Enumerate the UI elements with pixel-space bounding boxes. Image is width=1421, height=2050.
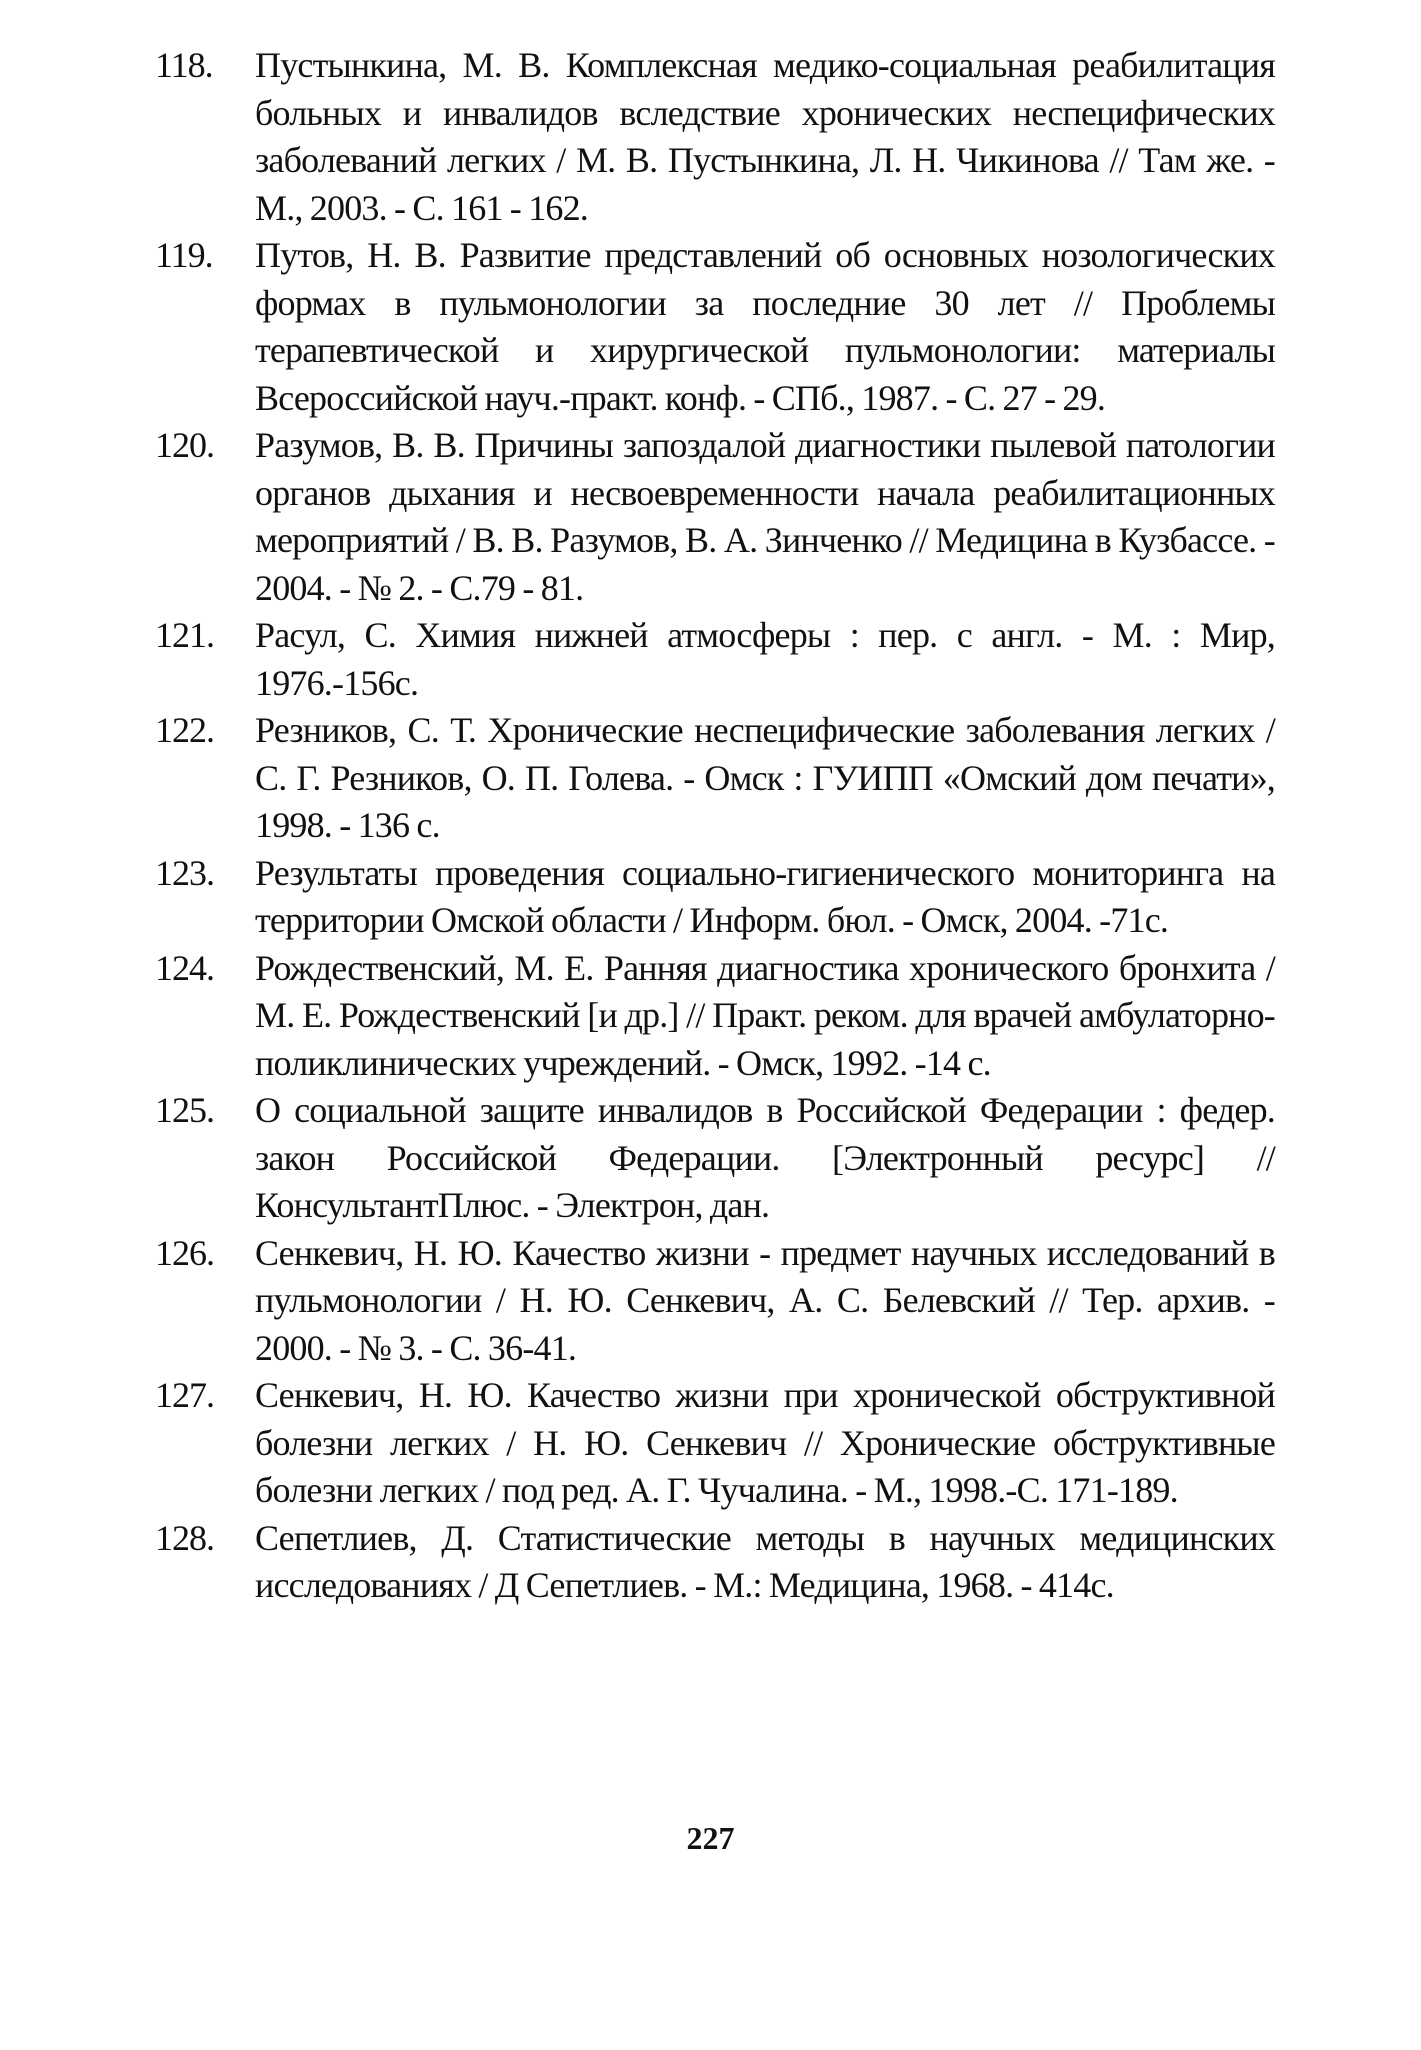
reference-text: Разумов, В. В. Причины запоздалой диагностики пылевой патологии органов дыхания и несвоевременности начала реабилитационных мероприятий / В. В. Разумов, В. А. Зинченко // Медицина в Кузбассе. - 2004. - № 2. - С.79 - 81.: [255, 425, 1275, 608]
reference-item: [155, 850, 1275, 945]
reference-number: 121.: [155, 615, 214, 655]
reference-text: Пустынкина, М. В. Комплексная медико-социальная реабилитация больных и инвалидов вследствие хронических неспецифических заболеваний легких / М. В. Пустынкина, Л. Н. Чикинова // Там же. - М., 2003. - С. 161 - 162.: [255, 45, 1275, 228]
reference-text: О социальной защите инвалидов в Российской Федерации : федер. закон Российской Федерации. [Электронный ресурс] // КонсультантПлюс. - Электрон, дан.: [255, 1090, 1275, 1225]
reference-text: Сепетлиев, Д. Статистические методы в научных медицинских исследованиях / Д Сепетлиев. - М.: Медицина, 1968. - 414с.: [255, 1517, 1275, 1605]
reference-item: [155, 945, 1275, 1088]
reference-number: 127.: [155, 1375, 214, 1415]
reference-text: Результаты проведения социально-гигиенического мониторинга на территории Омской области / Информ. бюл. - Омск, 2004. -71с.: [255, 852, 1275, 940]
reference-text: Сенкевич, Н. Ю. Качество жизни при хронической обструктивной болезни легких / Н. Ю. Сенкевич // Хронические обструктивные болезни легких / под ред. А. Г. Чучалина. - М., 1998.-С. 171-189.: [255, 1375, 1275, 1510]
reference-number: 123.: [155, 852, 214, 893]
reference-item: [155, 1515, 1275, 1610]
reference-text: Рождественский, М. Е. Ранняя диагностика хронического бронхита / М. Е. Рождественский [и др.] // Практ. реком. для врачей амбулаторно-поликлинических учреждений. - Омск, 1992. -14 с.: [255, 947, 1275, 1083]
reference-item: [155, 1230, 1275, 1373]
reference-number: 118.: [155, 45, 213, 85]
reference-item: [155, 707, 1275, 850]
reference-number: 126.: [155, 1232, 214, 1273]
reference-number: 128.: [155, 1517, 214, 1558]
reference-number: 124.: [155, 947, 214, 988]
reference-item: [155, 1372, 1275, 1515]
reference-number: 125.: [155, 1090, 214, 1130]
reference-text: Путов, Н. В. Развитие представлений об основных нозологических формах в пульмонологии за последние 30 лет // Проблемы терапевтической и хирургической пульмонологии: материалы Всероссийской науч.-практ. конф. - СПб., 1987. - С. 27 - 29.: [255, 235, 1275, 418]
reference-item: [155, 232, 1275, 422]
reference-number: 122.: [155, 710, 214, 750]
reference-text: Расул, С. Химия нижней атмосферы : пер. с англ. - М. : Мир, 1976.-156с.: [255, 615, 1275, 703]
reference-item: [155, 42, 1275, 232]
reference-number: 119.: [155, 235, 213, 275]
reference-item: [155, 422, 1275, 612]
reference-text: Резников, С. Т. Хронические неспецифические заболевания легких / С. Г. Резников, О. П. Голева. - Омск : ГУИПП «Омский дом печати», 1998. - 136 с.: [255, 710, 1275, 845]
reference-number: 120.: [155, 425, 214, 465]
reference-text: Сенкевич, Н. Ю. Качество жизни - предмет научных исследований в пульмонологии / Н. Ю. Сенкевич, А. С. Белевский // Тер. архив. - 2000. - № 3. - С. 36-41.: [255, 1232, 1275, 1368]
page-number: 227: [686, 1820, 735, 1856]
reference-list: [155, 42, 1275, 1610]
reference-item: [155, 1087, 1275, 1230]
reference-item: [155, 612, 1275, 707]
